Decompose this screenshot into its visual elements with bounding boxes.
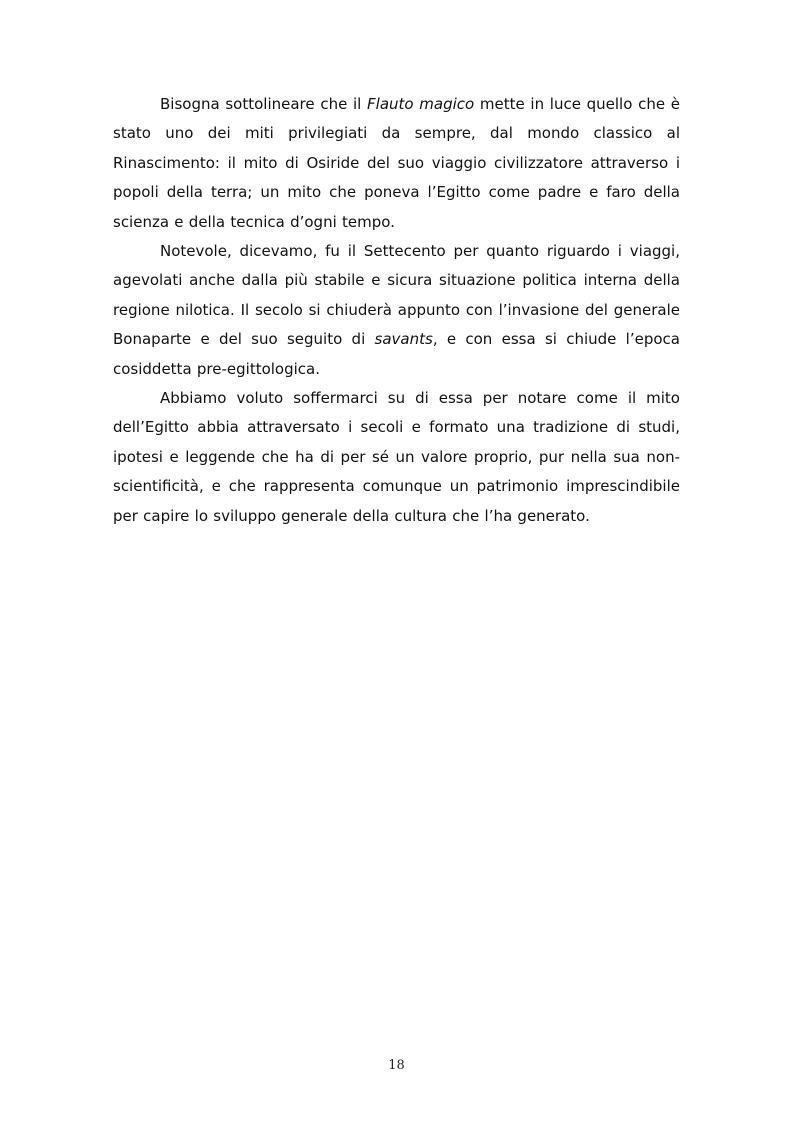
paragraph-2	[113, 237, 680, 384]
page-number: 18	[388, 1058, 405, 1073]
work-title-flauto-magico: Flauto magico	[367, 95, 475, 113]
paragraph-3-text: Abbiamo voluto soffermarci su di essa per notare come il mito dell’Egitto abbia attraversato i secoli e formato una tradizione di studi, ipotesi e leggende che ha di per sé un valore proprio, pur nella sua non-scientificità, e che rappresenta comunque un patrimonio imprescindibile per capire lo sviluppo generale della cultura che l’ha generato.	[113, 389, 680, 525]
paragraph-1-text-cont: mette in luce quello che è stato uno dei miti privilegiati da sempre, dal mondo classico al Rinascimento: il mito di Osiride del suo viaggio civilizzatore attraverso i popoli della terra; un mito che poneva l’Egitto come padre e faro della scienza e della tecnica d’ogni tempo.	[113, 95, 680, 231]
paragraph-1	[113, 90, 680, 237]
paragraph-1-text: Bisogna sottolineare che il	[160, 95, 368, 113]
paragraph-2-text-cont: , e con essa si chiude l’epoca cosiddetta pre-egittologica.	[113, 330, 680, 378]
body-text	[113, 90, 680, 531]
paragraph-3	[113, 384, 680, 531]
paragraph-2-text: Notevole, dicevamo, fu il Settecento per quanto riguardo i viaggi, agevolati anche dalla più stabile e sicura situazione politica interna della regione nilotica. Il secolo si chiuderà appunto con l’invasione del generale Bonaparte e del suo seguito di	[113, 242, 680, 349]
term-savants: savants	[374, 330, 433, 349]
